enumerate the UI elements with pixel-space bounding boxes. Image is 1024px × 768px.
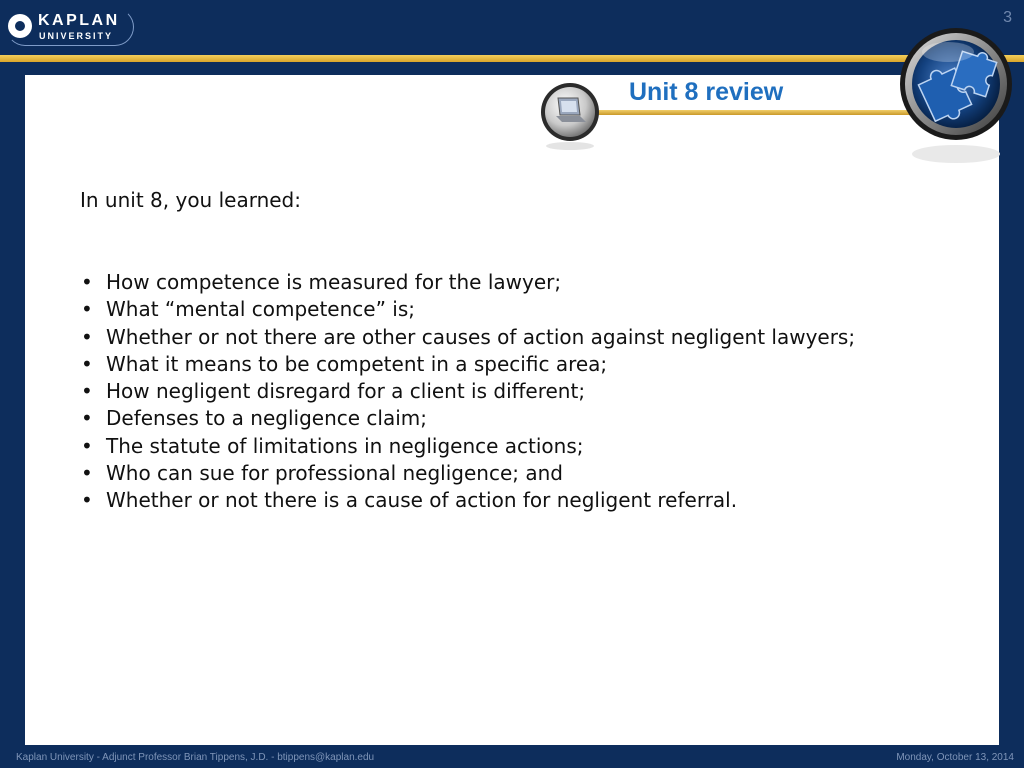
header-bar (0, 0, 1024, 58)
bullet-item: • Defenses to a negligence claim; (80, 405, 910, 432)
footer-credits: Kaplan University - Adjunct Professor Brian Tippens, J.D. - btippens@kaplan.edu (16, 752, 375, 763)
laptop-icon (538, 82, 602, 152)
bullet-item: • How negligent disregard for a client is different; (80, 378, 910, 405)
puzzle-icon (898, 26, 1014, 166)
bullet-item: • Whether or not there is a cause of action for negligent referral. (80, 487, 910, 514)
learning-bullet-list (80, 269, 910, 515)
slide-number: 3 (1003, 9, 1012, 26)
footer-date: Monday, October 13, 2014 (896, 752, 1014, 763)
bullet-item: • Who can sue for professional negligence; and (80, 460, 910, 487)
title-underline (590, 110, 930, 115)
intro-text: In unit 8, you learned: (80, 188, 301, 212)
bullet-item: • What it means to be competent in a specific area; (80, 351, 910, 378)
bullet-item: • What “mental competence” is; (80, 296, 910, 323)
bullet-item: • How competence is measured for the lawyer; (80, 269, 910, 296)
bullet-item: • Whether or not there are other causes of action against negligent lawyers; (80, 324, 910, 351)
logo-name: KAPLAN (38, 12, 120, 29)
kaplan-seal-icon (8, 14, 32, 38)
slide-title: Unit 8 review (629, 78, 784, 106)
header-gold-stripe (0, 55, 1024, 62)
logo-subtitle: UNIVERSITY (39, 31, 114, 41)
kaplan-logo (6, 6, 141, 48)
bullet-item: • The statute of limitations in negligence actions; (80, 433, 910, 460)
